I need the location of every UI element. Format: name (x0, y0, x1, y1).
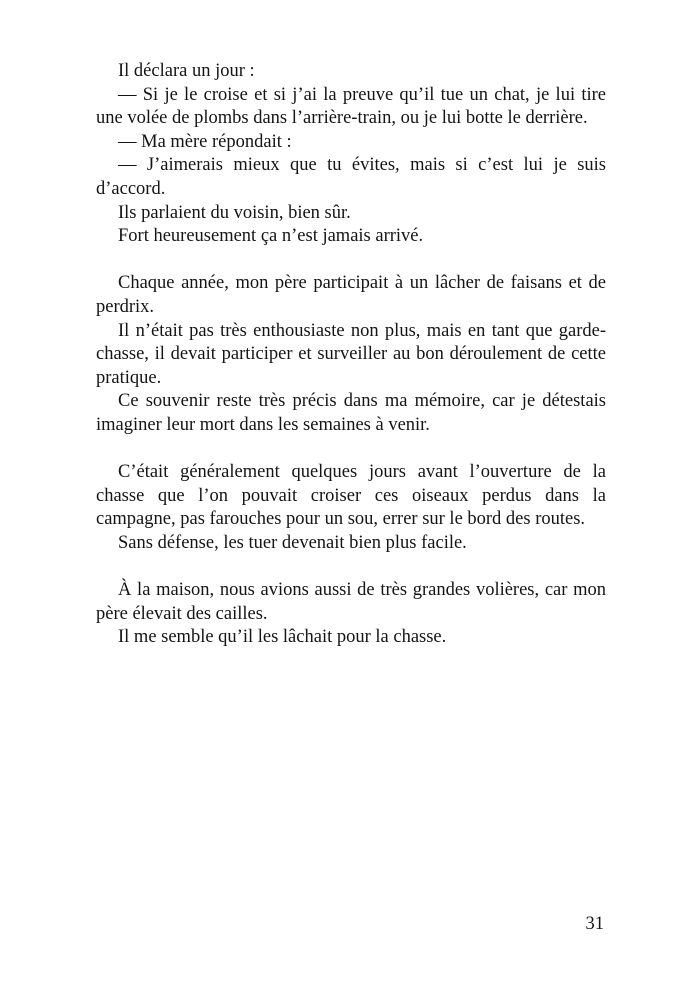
paragraph: À la maison, nous avions aussi de très grandes volières, car mon père élevait des cailles. (96, 580, 606, 624)
page-body (96, 60, 606, 650)
paragraph: Chaque année, mon père participait à un lâcher de faisans et de perdrix. (96, 273, 606, 317)
section-break (96, 555, 606, 579)
paragraph: Sans défense, les tuer devenait bien plus facile. (118, 532, 467, 553)
section-break (96, 249, 606, 273)
paragraph: — J’aimerais mieux que tu évites, mais si c’est lui je suis d’accord. (96, 155, 606, 199)
paragraph: — Si je le croise et si j’ai la preuve qu’il tue un chat, je lui tire une volée de plombs dans l’arrière-train, ou je lui botte le derrière. (96, 84, 606, 129)
paragraph: Ce souvenir reste très précis dans ma mémoire, car je détestais imaginer leur mort dans les semaines à venir. (96, 391, 606, 435)
paragraph: Il n’était pas très enthousiaste non plus, mais en tant que garde-chasse, il devait participer et surveiller au bon déroulement de cette pratique. (96, 320, 606, 388)
paragraph: C’était généralement quelques jours avant l’ouverture de la chasse que l’on pouvait croiser ces oiseaux perdus dans la campagne, pas farouches pour un sou, errer sur le bord des routes. (96, 462, 606, 530)
paragraph: — Ma mère répondait : (118, 131, 292, 152)
paragraph: Ils parlaient du voisin, bien sûr. (118, 202, 351, 223)
paragraph: Il me semble qu’il les lâchait pour la chasse. (118, 627, 447, 648)
paragraph: Il déclara un jour : (118, 61, 255, 81)
section-break (96, 438, 606, 462)
paragraph: Fort heureusement ça n’est jamais arrivé. (118, 226, 424, 247)
page-number: 31 (585, 914, 604, 934)
